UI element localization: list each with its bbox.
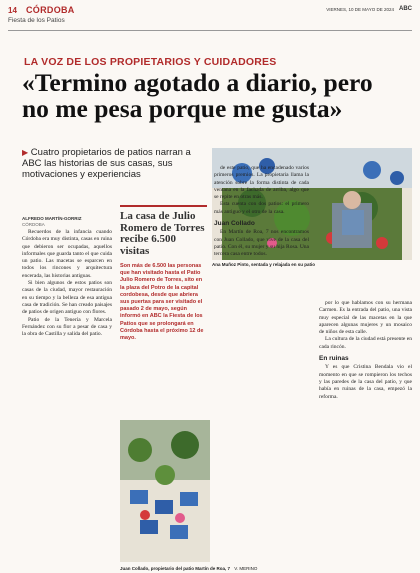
dateline-city: CÓRDOBA	[22, 222, 45, 227]
issue-date: VIERNES, 10 DE MAYO DE 2024	[326, 7, 394, 12]
body-column-3	[214, 165, 309, 315]
pots-photo	[120, 420, 210, 562]
author-byline: ALFREDO MARTÍN-GORRIZ	[22, 216, 82, 221]
sidebar-box-body: Son más de 6.500 las personas que han visitado hasta el Patio Julio Romero de Torres, sito en la plaza del Potro de la capital cordobesa, desde que abriera sus puertas para ser visitado el pasado 2 de mayo, según informó en ABC la Fiesta de los Patios que se prolongará en Córdoba hasta el próximo 12 de mayo.	[120, 263, 204, 342]
sidebar-box	[120, 205, 207, 417]
subheadline	[22, 147, 207, 180]
kicker: LA VOZ DE LOS PROPIETARIOS Y CUIDADORES	[24, 56, 277, 68]
photo-caption-text: Juan Collado, propietario del patio Martín de Roa, 7	[120, 566, 231, 571]
section-subhead: Juan Collado	[214, 220, 255, 228]
brand-logo: ABC	[399, 6, 412, 12]
section-title: CÓRDOBA	[26, 5, 75, 15]
paragraph: de este patio, que ha encadenado varios primeros premios. La propietaria llama la atención sobre la forma distinta de cada ventana en la fachada de arriba, algo que se repite en otras más.	[214, 165, 309, 201]
paragraph: Si bien algunos de estos patios son casas de la ciudad, mayor restauración en su tiempo y la belleza de esa antigua casa de tradición. Se han creado paisajes de patios de origen antiguo con flores.	[22, 280, 112, 316]
flower-pots-illustration	[120, 420, 210, 562]
paragraph: En Martín de Roa, 7 nos encontramos con Juan Collado, que vive de la casa del patio. Con él, su mujer y su hija Rosa. Una tercera casa entre todos.	[214, 229, 309, 258]
photo-caption-right: Ana Muñoz Pinto, sentada y relajada en su patio	[212, 262, 316, 267]
paragraph: Y es que Cristina Bendala vio el momento en que se rompieron los techos y las paredes de la casa del patio, y que había en ruinas de la casa, empezó la reforma.	[319, 364, 412, 400]
paragraph: Recuerdos de la infancia cuando Córdoba era muy distinta, casas en ruina que debieron ser ocupadas, aquellos informales que guarda tanto el que cuida un patio. Las macetas se esparcen en todos los rincones y arquitectura encerada, las historias antiguas.	[22, 229, 112, 279]
photo-credit: V. MERINO	[234, 566, 258, 571]
page-number: 14	[8, 6, 17, 15]
bullet-text: Cuatro propietarios de patios narran a ABC las historias de sus casas, sus motivaciones y experiencias	[22, 147, 191, 180]
triangle-bullet-icon: ▶	[22, 148, 29, 157]
body-column-4	[319, 300, 412, 570]
headline: «Termino agotado a diario, pero no me pesa porque me gusta»	[22, 68, 373, 123]
sidebar-box-title: La casa de Julio Romero de Torres recibe 6.500 visitas	[120, 210, 205, 257]
paragraph: La cultura de la ciudad está presente en cada rincón.	[319, 336, 412, 350]
paragraph: Esta cuenta con dos patios: el primero más antiguo y el otro de la casa.	[214, 201, 309, 215]
paragraph: por lo que hablamos con su hermana Carmen. Es la entrada del patio, una vista muy especial de las macetas en la que aparecen algunas mujeres y un mosaico de niños de esta calle.	[319, 300, 412, 336]
section-subhead: En ruinas	[319, 355, 349, 363]
body-column-1	[22, 229, 112, 569]
subsection-title: Fiesta de los Patios	[8, 17, 65, 24]
paragraph: Patio de la Tenería y Marcela Fernández con su flor a pesar de casa y la obra de Castilla y salida del patio.	[22, 316, 112, 338]
bottom-photo-caption	[120, 566, 360, 571]
page-header	[8, 4, 412, 31]
